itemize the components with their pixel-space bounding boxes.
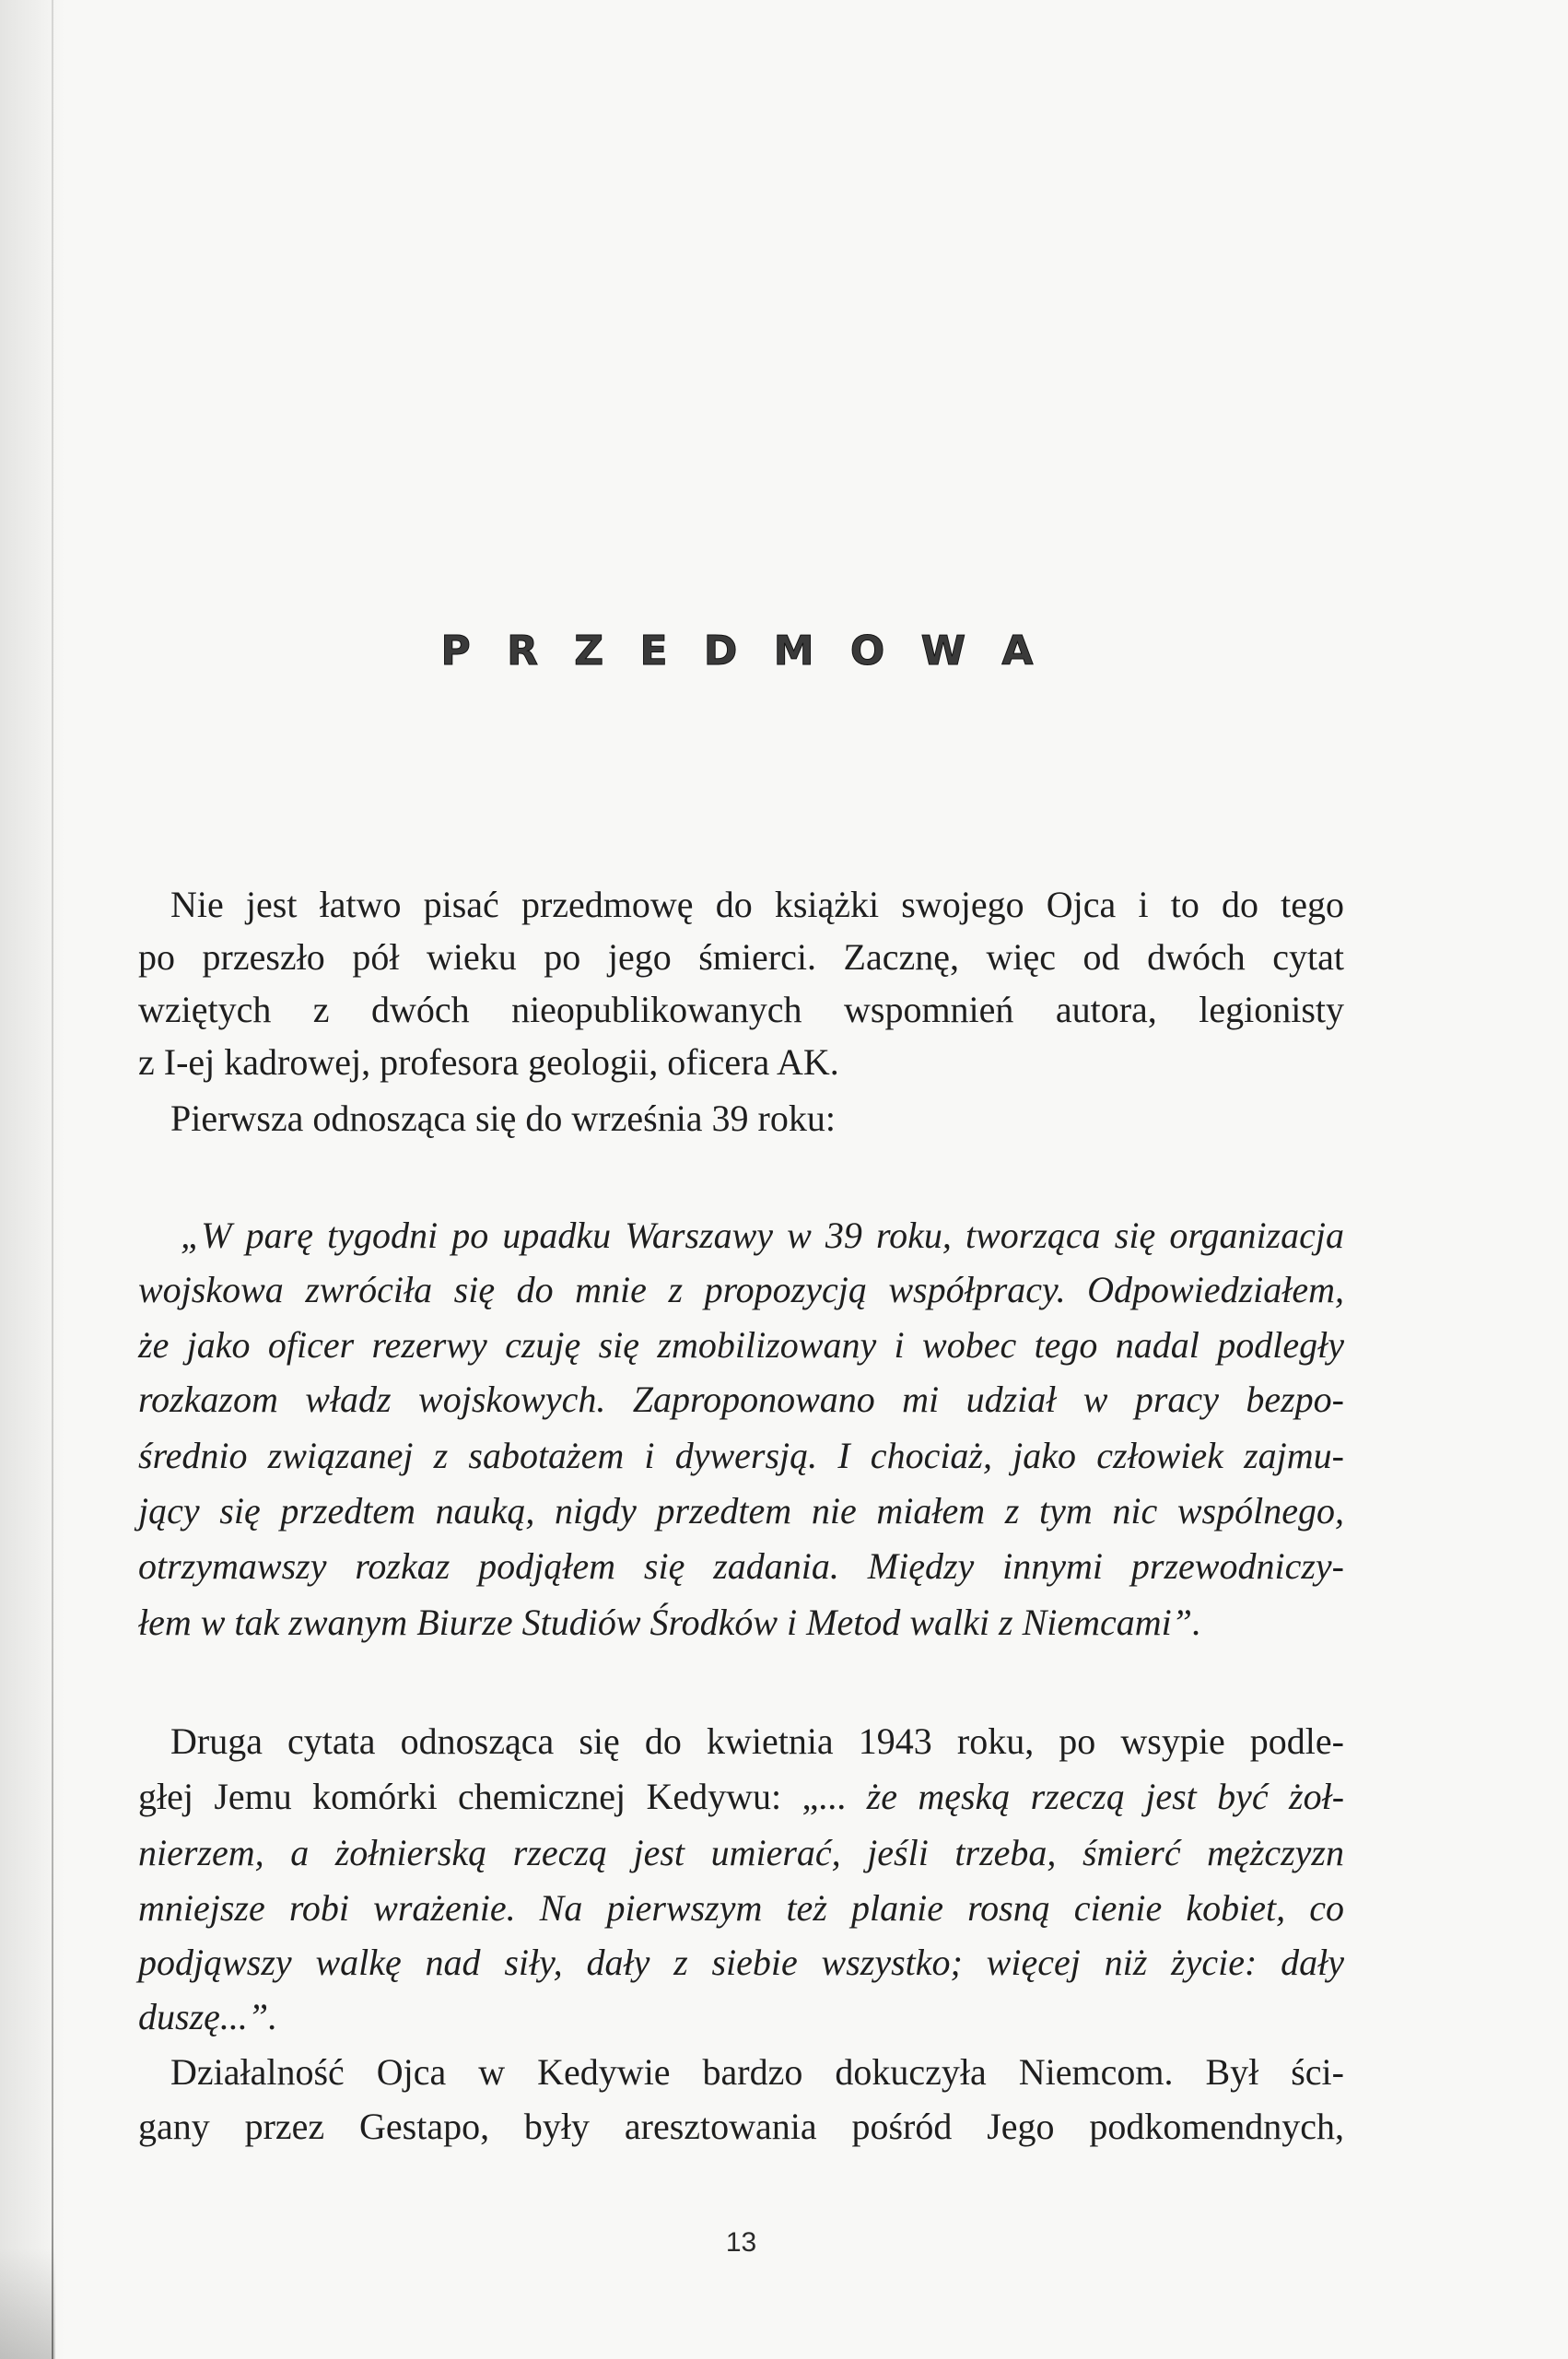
quote-line: jący się przedtem nauką, nigdy przedtem nie miałem z tym nic wspólnego, xyxy=(138,1490,1344,1532)
page-edge-shadow xyxy=(0,0,64,2359)
text-line: Nie jest łatwo pisać przedmowę do książki swojego Ojca i to do tego xyxy=(170,884,1344,925)
quote-line: mniejsze robi wrażenie. Na pierwszym też planie rosną cienie kobiet, co xyxy=(138,1887,1344,1929)
quote-line: otrzymawszy rozkaz podjąłem się zadania. Między innymi przewodniczy- xyxy=(138,1545,1344,1587)
chapter-title: P R Z E D M O W A xyxy=(440,628,1042,675)
quote-line: rozkazom władz wojskowych. Zaproponowano mi udział w pracy bezpo- xyxy=(138,1379,1344,1420)
quote-line: duszę...”. xyxy=(138,1996,278,2037)
quote-segment: że męską rzeczą jest być żoł- xyxy=(866,1776,1345,1817)
quote-line: nierzem, a żołnierską rzeczą jest umierać, jeśli trzeba, śmierć mężczyzn xyxy=(138,1832,1344,1873)
text-line: Pierwsza odnosząca się do września 39 roku: xyxy=(170,1097,836,1139)
text-line xyxy=(138,1771,1344,1823)
quote-line: „W parę tygodni po upadku Warszawy w 39 roku, tworząca się organizacja xyxy=(181,1215,1344,1256)
quote-line: podjąwszy walkę nad siły, dały z siebie wszystko; więcej niż życie: dały xyxy=(138,1942,1344,1983)
page-corner-shadow xyxy=(0,2248,55,2359)
page-binding-edge xyxy=(52,0,53,2359)
text-line: Druga cytata odnosząca się do kwietnia 1943 roku, po wsypie podle- xyxy=(170,1720,1344,1762)
quote-line: że jako oficer rezerwy czuję się zmobilizowany i wobec tego nadal podległy xyxy=(138,1324,1344,1366)
quote-line: wojskowa zwróciła się do mnie z propozycją współpracy. Odpowiedziałem, xyxy=(138,1269,1344,1310)
page-number: 13 xyxy=(725,2227,757,2258)
text-line: wziętych z dwóch nieopublikowanych wspomnień autora, legionisty xyxy=(138,989,1344,1030)
quote-line: średnio związanej z sabotażem i dywersją. I chociaż, jako człowiek zajmu- xyxy=(138,1435,1344,1476)
quote-line: łem w tak zwanym Biurze Studiów Środków i Metod walki z Niemcami”. xyxy=(138,1602,1202,1643)
text-line: gany przez Gestapo, były aresztowania pośród Jego podkomendnych, xyxy=(138,2106,1344,2147)
text-line: po przeszło pół wieku po jego śmierci. Zacznę, więc od dwóch cytat xyxy=(138,936,1344,978)
text-segment: głej Jemu komórki chemicznej Kedywu: „... xyxy=(138,1776,847,1817)
text-line: z I-ej kadrowej, profesora geologii, oficera AK. xyxy=(138,1041,839,1083)
text-line: Działalność Ojca w Kedywie bardzo dokuczyła Niemcom. Był ści- xyxy=(170,2051,1344,2093)
